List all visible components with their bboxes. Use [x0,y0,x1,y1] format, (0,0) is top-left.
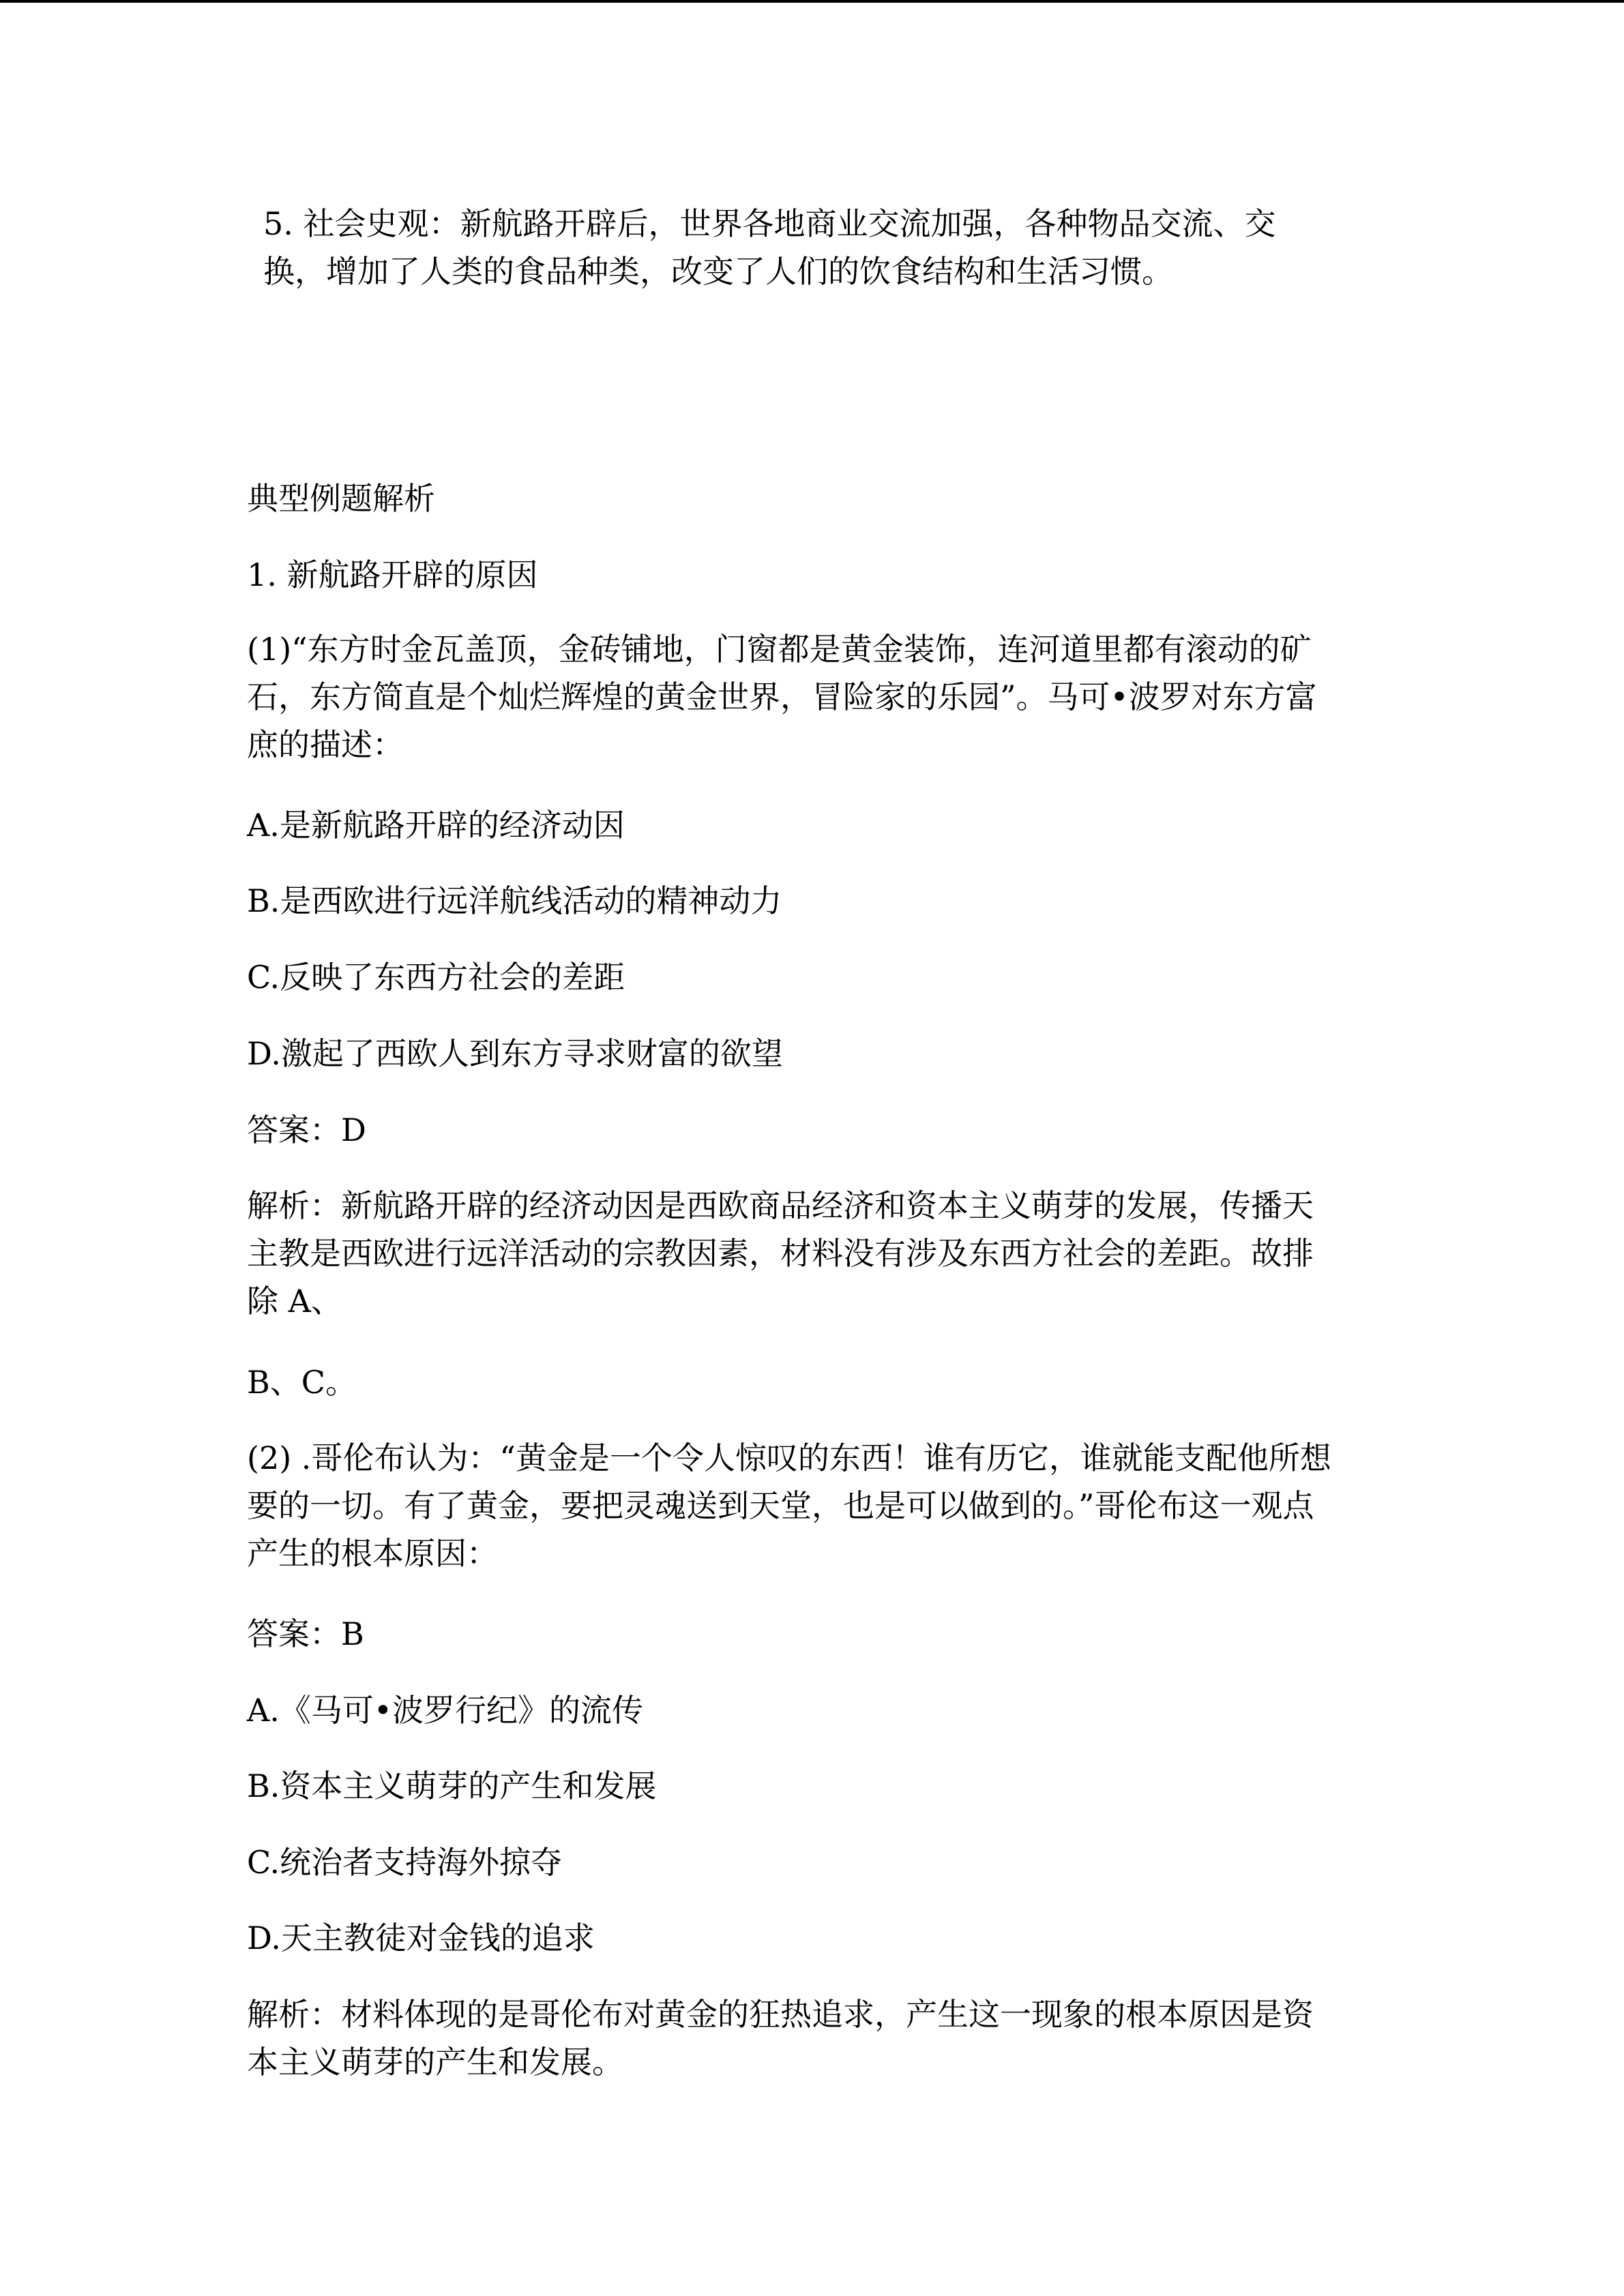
question-line: (2) .哥伦布认为：“黄金是一个令人惊叹的东西！谁有历它，谁就能支配他所想 [247,1440,1331,1476]
paragraph-line: 5. 社会史观：新航路开辟后，世界各地商业交流加强，各种物品交流、交 [263,205,1276,242]
question-1-answer: 答案：D [247,1112,366,1148]
question-1-option-a: A.是新航路开辟的经济动因 [247,807,625,844]
analysis-line: 解析：新航路开辟的经济动因是西欧商品经济和资本主义萌芽的发展，传播天 [247,1187,1314,1224]
question-1-option-d: D.激起了西欧人到东方寻求财富的欲望 [247,1035,783,1072]
analysis-line: 主教是西欧进行远洋活动的宗教因素，材料没有涉及东西方社会的差距。故排 [247,1235,1314,1272]
question-line: 要的一切。有了黄金，要把灵魂送到天堂，也是可以做到的。”哥伦布这一观点 [247,1487,1314,1524]
question-1-option-c: C.反映了东西方社会的差距 [247,959,625,996]
question-2-stem [247,1434,1379,1577]
question-line: 庶的描述： [247,726,404,763]
question-2-option-b: B.资本主义萌芽的产生和发展 [247,1768,657,1804]
question-2-answer: 答案：B [247,1615,364,1652]
subsection-heading: 1. 新航路开辟的原因 [247,556,538,593]
top-border-line [0,0,1624,3]
question-1-option-b: B.是西欧进行远洋航线活动的精神动力 [247,882,782,919]
question-line: 石，东方简直是个灿烂辉煌的黄金世界，冒险家的乐园”。马可•波罗对东方富 [247,679,1317,715]
social-history-paragraph [263,200,1396,295]
question-2-option-c: C.统治者支持海外掠夺 [247,1844,563,1881]
question-line: (1)“东方时金瓦盖顶，金砖铺地，门窗都是黄金装饰，连河道里都有滚动的矿 [247,631,1312,668]
section-heading: 典型例题解析 [247,480,435,517]
question-line: 产生的根本原因： [247,1535,498,1572]
analysis-line: 解析：材料体现的是哥伦布对黄金的狂热追求，产生这一现象的根本原因是资 [247,1996,1314,2033]
question-2-option-d: D.天主教徒对金钱的追求 [247,1920,595,1956]
analysis-line: 本主义萌芽的产生和发展。 [247,2044,623,2081]
question-1-stem [247,625,1379,769]
paragraph-line: 换，增加了人类的食品种类，改变了人们的饮食结构和生活习惯。 [263,253,1173,290]
analysis-line: 除 A、 [247,1283,342,1320]
question-1-analysis [247,1182,1379,1325]
question-2-analysis [247,1991,1379,2086]
question-1-analysis-tail: B、C。 [247,1364,357,1401]
question-2-option-a: A.《马可•波罗行纪》的流传 [247,1692,643,1729]
